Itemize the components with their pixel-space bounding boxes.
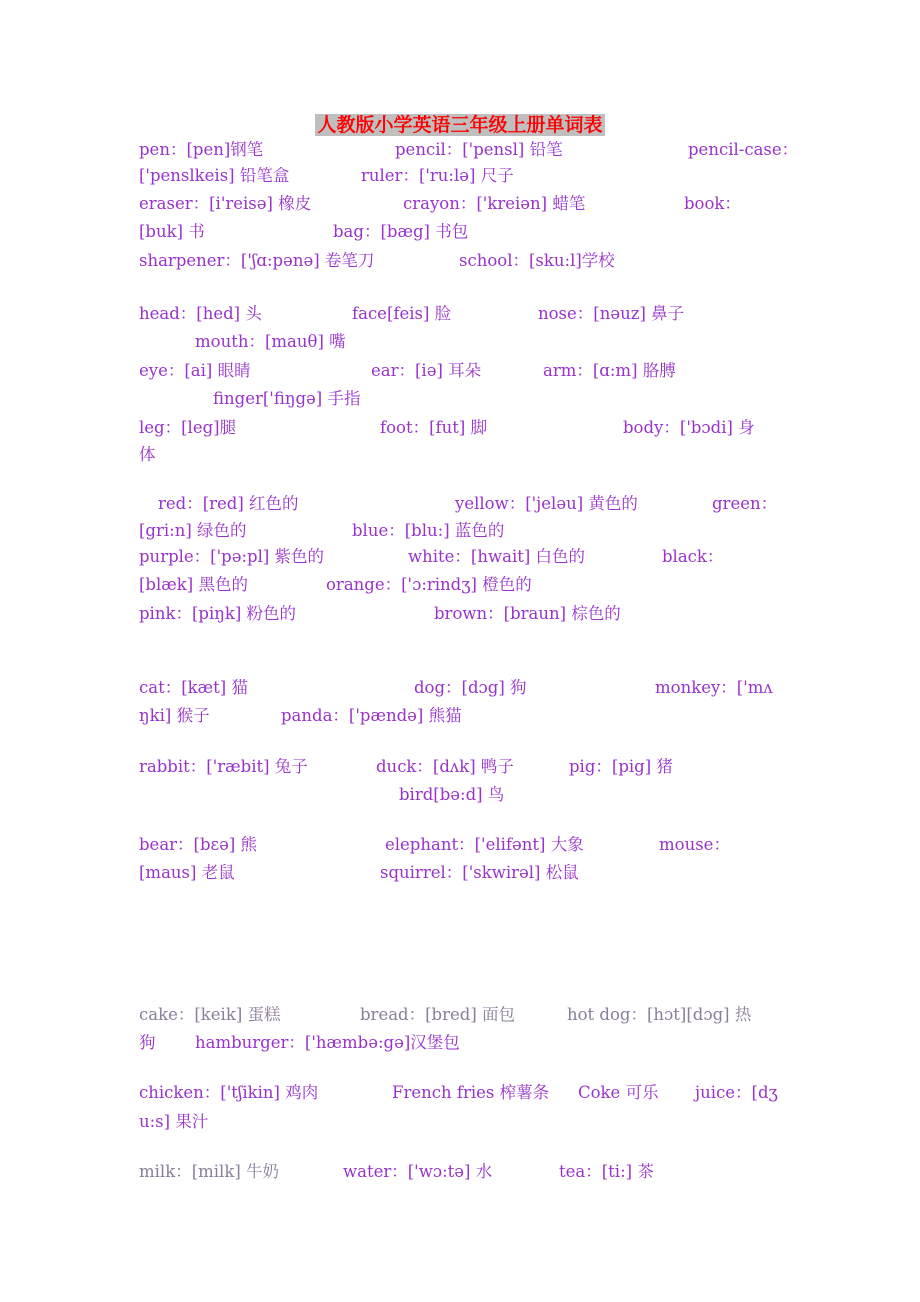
vocab-entry: u:s] 果汁 (139, 1112, 209, 1131)
vocab-entry: blue：[blu:] 蓝色的 (352, 521, 505, 540)
vocab-entry: bird[bə:d] 鸟 (399, 785, 505, 804)
vocab-line (0, 358, 920, 384)
vocab-line (0, 329, 920, 355)
vocab-entry: panda：['pændə] 熊猫 (281, 706, 462, 725)
vocab-entry: elephant：['elifənt] 大象 (385, 835, 584, 854)
vocab-entry: bear：[bɛə] 熊 (139, 835, 258, 854)
vocab-entry: pencil：['pensl] 铅笔 (395, 140, 563, 159)
vocab-line (0, 442, 920, 468)
vocab-entry: hamburger：['hæmbə:gə]汉堡包 (195, 1033, 460, 1052)
vocab-entry: body：['bɔdi] 身 (623, 418, 755, 437)
vocab-entry: black： (662, 547, 724, 566)
vocab-entry: ruler：['ru:lə] 尺子 (361, 166, 514, 185)
vocab-entry: rabbit：['ræbit] 兔子 (139, 757, 308, 776)
vocab-line (0, 1159, 920, 1185)
vocab-entry: 狗 (139, 1033, 156, 1052)
vocab-line (0, 386, 920, 412)
vocab-entry: head：[hed] 头 (139, 304, 262, 323)
vocab-entry: green： (712, 494, 778, 513)
vocab-entry: nose：[nəuz] 鼻子 (538, 304, 685, 323)
vocab-entry: eraser：[i'reisə] 橡皮 (139, 194, 312, 213)
vocab-entry: orange：['ɔ:rindʒ] 橙色的 (326, 575, 532, 594)
vocab-line (0, 832, 920, 858)
vocab-entry: duck：[dʌk] 鸭子 (376, 757, 514, 776)
vocab-entry: leg：[leg]腿 (139, 418, 237, 437)
vocab-entry: monkey：['mʌ (655, 678, 773, 697)
vocab-entry: dog：[dɔg] 狗 (414, 678, 527, 697)
vocab-entry: cat：[kæt] 猫 (139, 678, 248, 697)
vocab-entry: water：['wɔ:tə] 水 (343, 1162, 493, 1181)
vocab-line (0, 301, 920, 327)
vocab-line (0, 219, 920, 245)
vocab-entry: yellow：['jeləu] 黄色的 (455, 494, 638, 513)
vocab-entry: ŋki] 猴子 (139, 706, 210, 725)
vocab-entry: bag：[bæg] 书包 (333, 222, 469, 241)
vocab-entry: pen：[pen]钢笔 (139, 140, 264, 159)
vocab-entry: crayon：['kreiən] 蜡笔 (403, 194, 586, 213)
vocab-entry: squirrel：['skwirəl] 松鼠 (380, 863, 579, 882)
vocab-entry: foot：[fut] 脚 (380, 418, 488, 437)
vocab-entry: chicken：['tʃikin] 鸡肉 (139, 1083, 319, 1102)
vocab-line (0, 1080, 920, 1106)
vocab-entry: eye：[ai] 眼睛 (139, 361, 251, 380)
vocab-line (0, 518, 920, 544)
vocab-line (0, 415, 920, 441)
vocab-entry: arm：[ɑ:m] 胳膊 (543, 361, 676, 380)
vocab-entry: face[feis] 脸 (352, 304, 452, 323)
vocab-entry: book： (684, 194, 741, 213)
vocab-line (0, 860, 920, 886)
vocab-entry: hot dog：[hɔt][dɔg] 热 (567, 1005, 752, 1024)
vocab-line (0, 248, 920, 274)
vocab-entry: bread：[bred] 面包 (360, 1005, 516, 1024)
vocab-line (0, 703, 920, 729)
vocab-entry: purple：['pə:pl] 紫色的 (139, 547, 325, 566)
vocab-entry: mouse： (659, 835, 730, 854)
vocab-line (0, 491, 920, 517)
vocab-entry: sharpener：['ʃɑ:pənə] 卷笔刀 (139, 251, 375, 270)
vocab-entry: red：[red] 红色的 (158, 494, 299, 513)
vocab-entry: school：[sku:l]学校 (459, 251, 615, 270)
vocab-entry: pencil-case： (688, 140, 799, 159)
vocab-line (0, 1030, 920, 1056)
vocab-entry: pink：[piŋk] 粉色的 (139, 604, 297, 623)
vocab-entry: [blæk] 黑色的 (139, 575, 248, 594)
vocab-line (0, 782, 920, 808)
vocab-line (0, 137, 920, 163)
vocab-entry: ['penslkeis] 铅笔盒 (139, 166, 290, 185)
vocab-entry: finger['fiŋgə] 手指 (213, 389, 361, 408)
vocab-line (0, 601, 920, 627)
vocab-line (0, 544, 920, 570)
vocab-entry: milk：[milk] 牛奶 (139, 1162, 280, 1181)
vocab-entry: [gri:n] 绿色的 (139, 521, 247, 540)
vocab-entry: pig：[pig] 猪 (569, 757, 673, 776)
vocab-entry: ear：[iə] 耳朵 (371, 361, 482, 380)
vocab-entry: [maus] 老鼠 (139, 863, 235, 882)
vocab-entry: Coke 可乐 (578, 1083, 659, 1102)
vocab-line (0, 572, 920, 598)
vocab-entry: white：[hwait] 白色的 (408, 547, 586, 566)
vocab-entry: 体 (139, 445, 156, 464)
document-title-text: 人教版小学英语三年级上册单词表 (317, 114, 603, 136)
vocab-line (0, 191, 920, 217)
vocab-entry: brown：[braun] 棕色的 (434, 604, 621, 623)
vocab-line (0, 675, 920, 701)
vocab-line (0, 754, 920, 780)
vocab-line (0, 1109, 920, 1135)
vocab-entry: juice：[dʒ (695, 1083, 778, 1102)
vocab-line (0, 163, 920, 189)
vocab-entry: cake：[keik] 蛋糕 (139, 1005, 281, 1024)
vocab-entry: French fries 榨薯条 (392, 1083, 550, 1102)
vocab-entry: tea：[ti:] 茶 (559, 1162, 654, 1181)
document-title (0, 112, 920, 138)
vocab-entry: [buk] 书 (139, 222, 205, 241)
vocab-line (0, 1002, 920, 1028)
vocab-entry: mouth：[mauθ] 嘴 (195, 332, 346, 351)
